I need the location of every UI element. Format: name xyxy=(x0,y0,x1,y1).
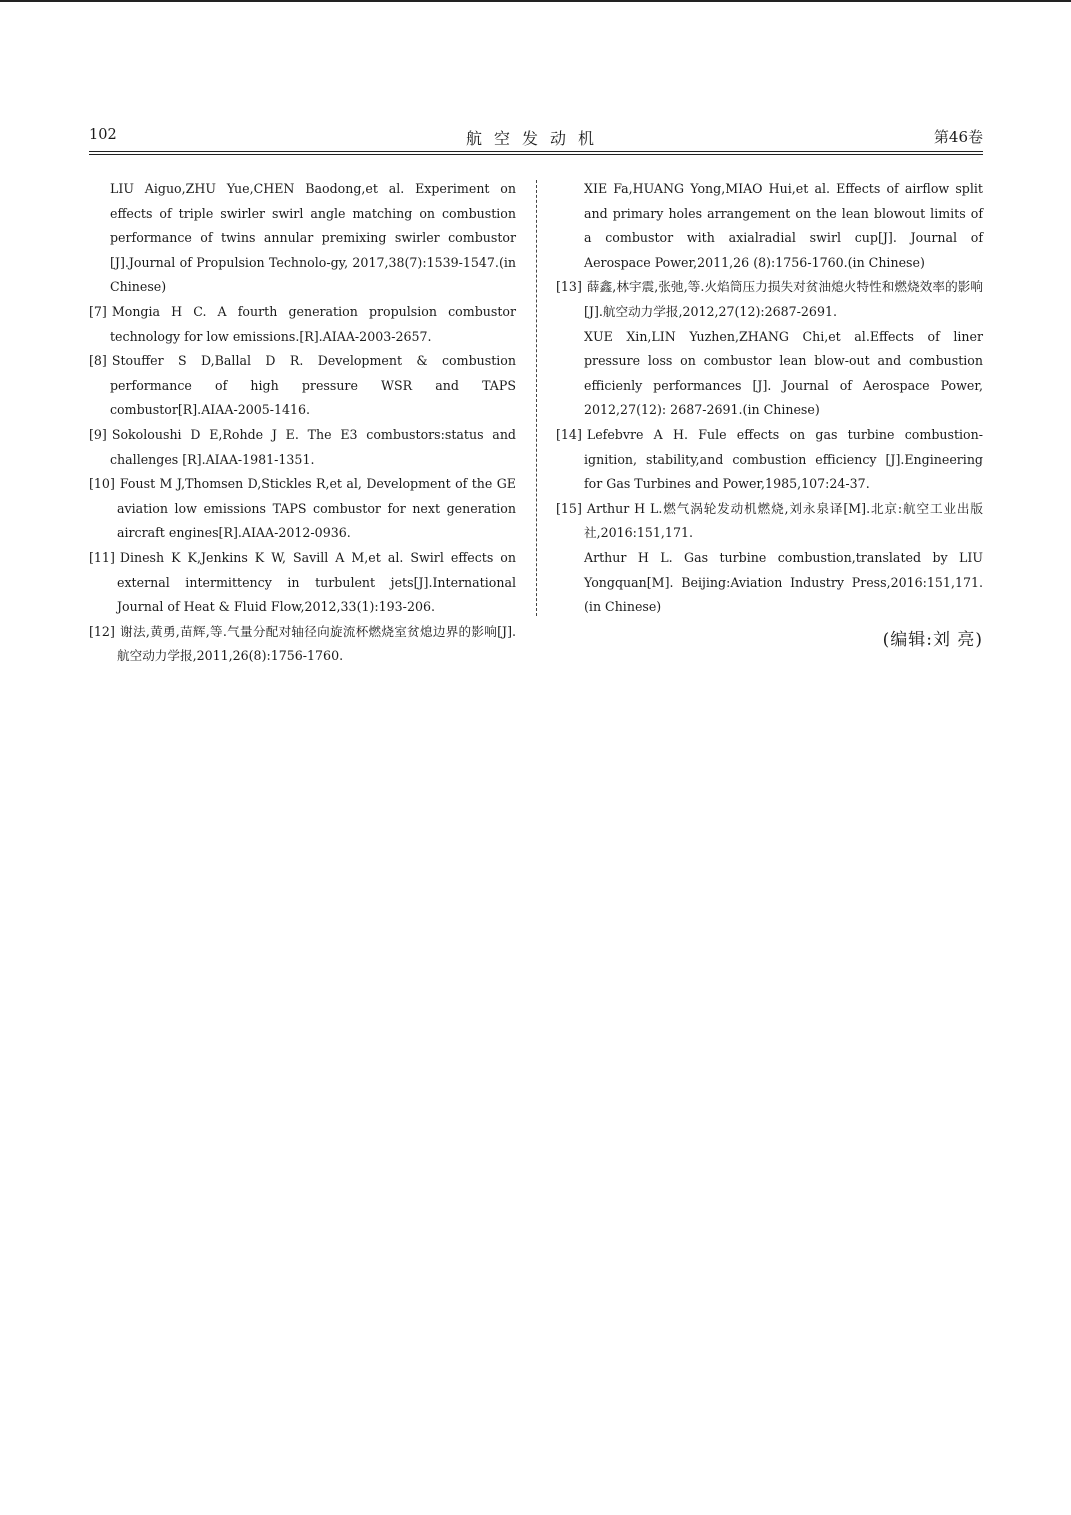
reference-6-continuation: LIU Aiguo,ZHU Yue,CHEN Baodong,et al. Experiment on effects of triple swirler swirl angle matching on combustion performance of twins annular premixing swirler combustor [J].Journal of Propulsion Technolo-gy, 2017,38(7):1539-1547.(in Chinese) xyxy=(110,181,516,295)
header-rule xyxy=(89,154,983,155)
reference-text: Arthur H L.燃气涡轮发动机燃烧,刘永泉译[M].北京:航空工业出版社,2016:151,171. xyxy=(584,500,983,541)
top-rule xyxy=(0,0,1071,2)
reference-text: Foust M J,Thomsen D,Stickles R,et al, Development of the GE aviation low emissions TAPS combustor for next generation aircraft engines[R].AIAA-2012-0936. xyxy=(117,476,516,541)
reference-label: [10] xyxy=(89,476,115,492)
reference-9 xyxy=(89,423,516,472)
reference-11 xyxy=(89,546,516,620)
journal-title: 航空发动机 xyxy=(465,129,606,148)
reference-15-english: Arthur H L. Gas turbine combustion,translated by LIU Yongquan[M]. Beijing:Aviation Industry Press,2016:151,171.(in Chinese) xyxy=(584,549,983,615)
reference-7 xyxy=(89,300,516,349)
reference-8 xyxy=(89,349,516,423)
reference-label: [11] xyxy=(89,549,115,565)
left-column xyxy=(89,177,516,669)
reference-text: Lefebvre A H. Fule effects on gas turbine combustion-ignition, stability,and combustion efficiency [J].Engineering for Gas Turbines and Power,1985,107:24-37. xyxy=(584,426,983,492)
reference-12 xyxy=(89,620,516,669)
reference-12-english: XIE Fa,HUANG Yong,MIAO Hui,et al. Effects of airflow split and primary holes arrangement on the lean blowout limits of a combustor with axialradial swirl cup[J]. Journal of Aerospace Power,2011,26 (8):1756-1760.(in Chinese) xyxy=(584,181,983,270)
editor-note: (编辑:刘 亮) xyxy=(882,629,983,650)
reference-label: [14] xyxy=(556,426,582,442)
volume-label: 第46卷 xyxy=(933,128,983,146)
page-header xyxy=(89,126,983,150)
reference-13 xyxy=(556,275,983,324)
reference-text: Stouffer S D,Ballal D R. Development & combustion performance of high pressure WSR and TAPS combustor[R].AIAA-2005-1416. xyxy=(110,353,516,418)
reference-13-english: XUE Xin,LIN Yuzhen,ZHANG Chi,et al.Effects of liner pressure loss on combustor lean blow-out and combustion efficienly performances [J]. Journal of Aerospace Power, 2012,27(12): 2687-2691.(in Chinese) xyxy=(584,328,983,418)
reference-label: [8] xyxy=(89,353,107,369)
reference-text: Mongia H C. A fourth generation propulsion combustor technology for low emissions.[R].AIAA-2003-2657. xyxy=(110,303,516,344)
reference-text: 薛鑫,林宇震,张弛,等.火焰筒压力损失对贫油熄火特性和燃烧效率的影响[J].航空动力学报,2012,27(12):2687-2691. xyxy=(584,279,983,319)
reference-label: [9] xyxy=(89,426,107,442)
reference-text: Dinesh K K,Jenkins K W, Savill A M,et al. Swirl effects on external intermittency in turbulent jets[J].International Journal of Heat & Fluid Flow,2012,33(1):193-206. xyxy=(117,549,516,615)
reference-label: [7] xyxy=(89,303,107,319)
reference-15 xyxy=(556,497,983,546)
reference-14 xyxy=(556,423,983,497)
header-rule xyxy=(89,151,983,152)
page-number: 102 xyxy=(89,127,117,143)
reference-text: Sokoloushi D E,Rohde J E. The E3 combustors:status and challenges [R].AIAA-1981-1351. xyxy=(110,426,516,467)
reference-label: [15] xyxy=(556,500,582,516)
right-column xyxy=(556,177,983,652)
reference-text: 谢法,黄勇,苗辉,等.气量分配对轴径向旋流杯燃烧室贫熄边界的影响[J].航空动力学报,2011,26(8):1756-1760. xyxy=(117,623,516,664)
reference-10 xyxy=(89,472,516,546)
reference-label: [12] xyxy=(89,623,115,639)
column-divider xyxy=(536,180,537,616)
reference-label: [13] xyxy=(556,279,582,295)
